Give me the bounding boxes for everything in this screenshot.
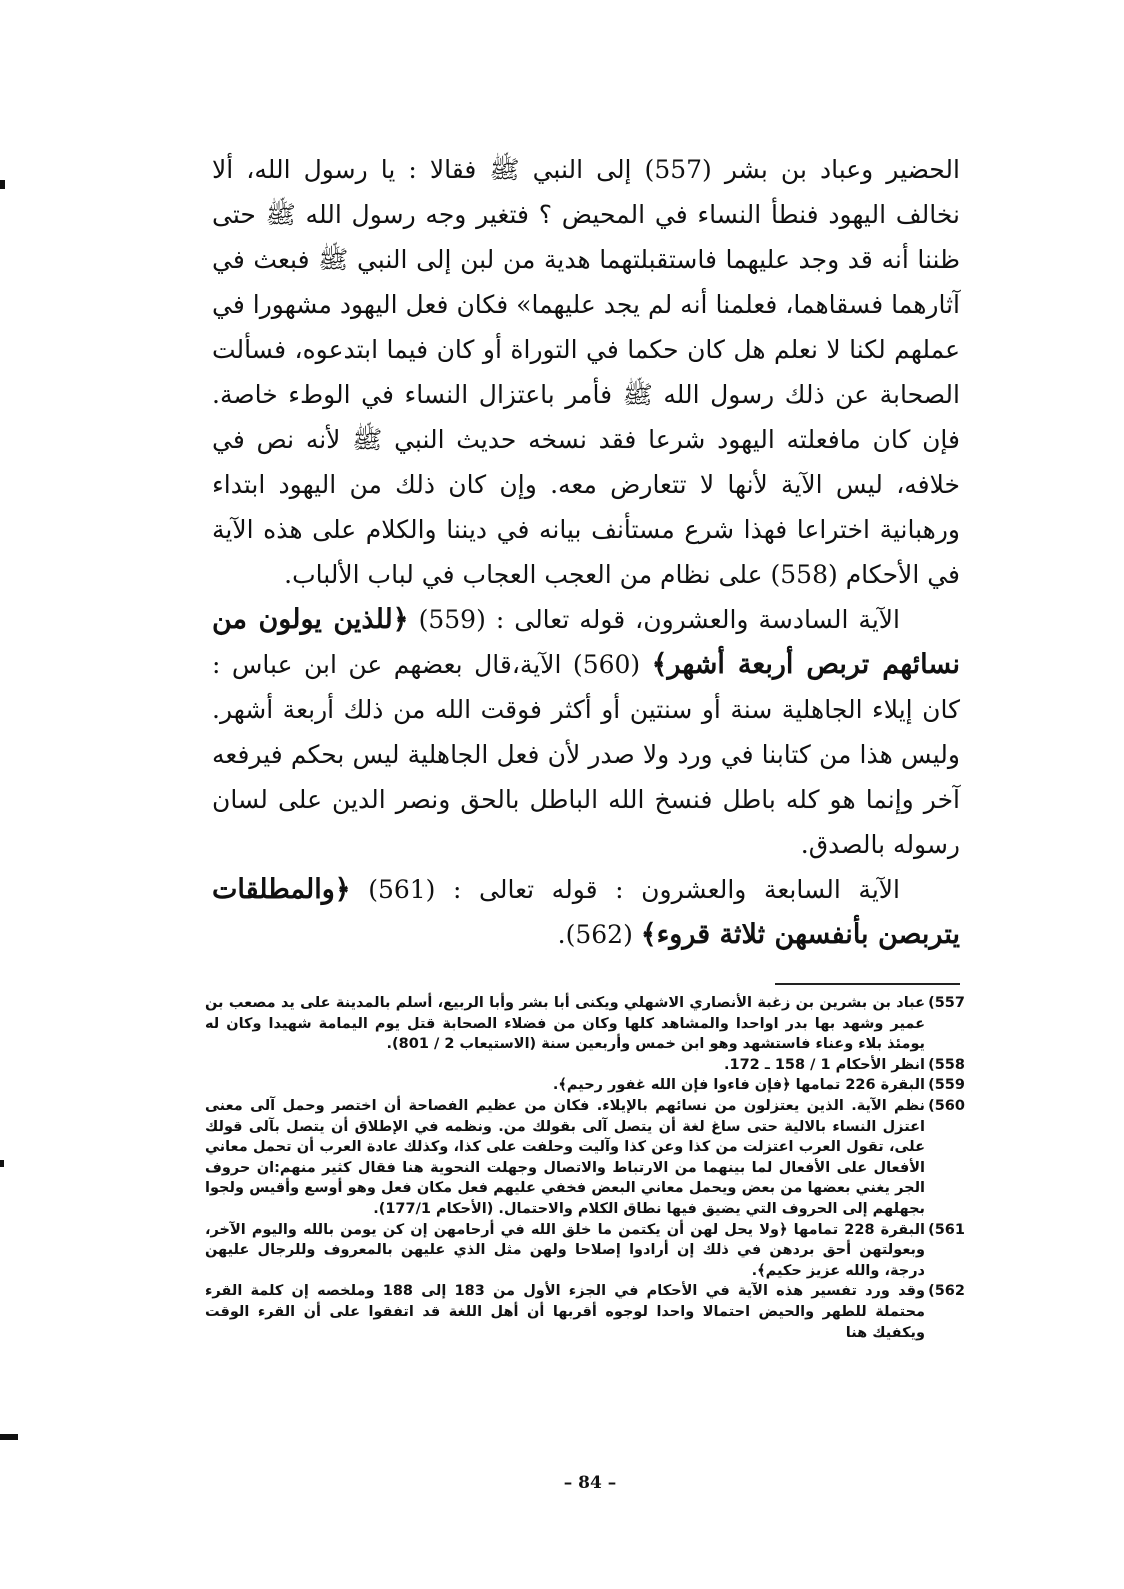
footnote-text: نظم الآية. الذين يعتزلون من نسائهم بالإيلاء. فكان من عظيم الفصاحة أن اختصر وحمل آلى معنى اعتزل النساء بالالية حتى ساغ لغة أن يتصل آلى بقولك من. ونظمه في الإطلاق أن يتصل بآلى قولك على، تقول العرب اعتزلت من كذا وعن كذا وآليت وحلفت على كذا، وكذلك عادة العرب أن تحمل معاني الأفعال على الأفعال لما بينهما من الارتباط والاتصال وجهلت النحوية هنا فقال كثير منهم:ان حروف الجر يغني بعضها من بعض ويحمل معاني البعض فخفي عليهم فعل مكان فعل وهو أوسع وأقيس ولجوا بجهلهم إلى الحروف التي يضيق فيها نطاق الكلام والاحتمال. (الأحكام 177/1). <box>205 1097 925 1217</box>
footnote-separator <box>775 983 960 985</box>
footnote-text: عباد بن بشرين بن زغبة الأنصاري الاشهلي ويكنى أبا بشر وأبا الربيع، أسلم بالمدينة على يد مصعب بن عمير وشهد بها بدر اواحدا والمشاهد كلها وكان من فضلاء الصحابة قتل يوم اليمامة شهيدا وكان له يومئذ بلاء وعناء فاستشهد وهو ابن خمس وأربعين سنة (الاستيعاب 2 / 801). <box>205 995 925 1053</box>
footnote-number: (558 <box>928 1056 965 1073</box>
scan-artifact-mark <box>0 180 5 189</box>
footnote-number: (561 <box>928 1221 965 1238</box>
footnotes <box>205 993 965 1343</box>
paragraph-verse-26 <box>212 597 960 867</box>
footnote-558 <box>205 1055 965 1076</box>
footnote-559 <box>205 1075 965 1096</box>
footnote-text: البقرة 228 تمامها ﴿ولا يحل لهن أن يكتمن ما خلق الله في أرحامهن إن كن يومن بالله واليوم الآخر، وبعولتهن أحق بردهن في ذلك إن أرادوا إصلاحا ولهن مثل الذي عليهن بالمعروف وللرجال عليهن درجة، والله عزيز حكيم﴾. <box>205 1221 925 1279</box>
scan-artifact-mark <box>0 1434 18 1440</box>
footnote-text: البقرة 226 تمامها ﴿فإن فاءوا فإن الله غفور رحيم﴾. <box>552 1077 925 1094</box>
paragraph-hadith-niddah: الحضير وعباد بن بشر (557) إلى النبي ﷺ فقالا : يا رسول الله، ألا نخالف اليهود فنطأ النساء في المحيض ؟ فتغير وجه رسول الله ﷺ حتى ظننا أنه قد وجد عليهما فاستقبلتهما هدية من لبن إلى النبي ﷺ فبعث في آثارهما فسقاهما، فعلمنا أنه لم يجد عليهما» فكان فعل اليهود مشهورا في عملهم لكنا لا نعلم هل كان حكما في التوراة أو كان فيما ابتدعوه، فسألت الصحابة عن ذلك رسول الله ﷺ فأمر باعتزال النساء في الوطء خاصة. فإن كان مافعلته اليهود شرعا فقد نسخه حديث النبي ﷺ لأنه نص في خلافه، ليس الآية لأنها لا تتعارض معه. وإن كان ذلك من اليهود ابتداء ورهبانية اختراعا فهذا شرع مستأنف بيانه في ديننا والكلام على هذه الآية في الأحكام (558) على نظام من العجب العجاب في لباب الألباب. <box>212 155 960 589</box>
footnote-number: (560 <box>928 1097 965 1114</box>
verse-26-intro: الآية السادسة والعشرون، قوله تعالى : (559) <box>418 605 900 634</box>
verse-27-quote: ﴿والمطلقات يتربصن بأنفسهن ثلاثة قروء﴾ <box>212 874 960 950</box>
page-number: – 84 – <box>563 1473 617 1493</box>
verse-27-footnote-ref: (562). <box>557 920 633 949</box>
verse-26-quote: ﴿للذين يولون من نسائهم تربص أربعة أشهر﴾ <box>212 604 961 680</box>
footnote-text: انظر الأحكام 1 / 158 ـ 172. <box>723 1056 925 1073</box>
footnote-557 <box>205 993 965 1055</box>
footnote-562 <box>205 1281 965 1343</box>
paragraph-verse-27 <box>212 867 960 957</box>
footnote-number: (559 <box>928 1077 965 1094</box>
footnote-561 <box>205 1220 965 1282</box>
footnote-560 <box>205 1096 965 1220</box>
verse-27-intro: الآية السابعة والعشرون : قوله تعالى : (561) <box>368 875 900 904</box>
verse-26-commentary: (560) الآية،قال بعضهم عن ابن عباس : كان إيلاء الجاهلية سنة أو سنتين أو أكثر فوقت الله من ذلك أربعة أشهر. وليس هذا من كتابنا في ورد ولا صدر لأن فعل الجاهلية ليس بحكم فيرفعه آخر وإنما هو كله باطل فنسخ الله الباطل بالحق ونصر الدين على لسان رسوله بالصدق. <box>212 650 960 859</box>
footnote-number: (562 <box>928 1283 965 1300</box>
scan-artifact-mark <box>0 1160 4 1167</box>
footnote-text: وقد ورد تفسير هذه الآية في الأحكام في الجزء الأول من 183 إلى 188 وملخصه إن كلمة القرء محتملة للطهر والحيض احتمالا واحدا لوجوه أقربها أن أهل اللغة قد اتفقوا على أن القرء الوقت ويكفيك هنا <box>205 1283 925 1341</box>
footnote-number: (557 <box>928 995 965 1011</box>
